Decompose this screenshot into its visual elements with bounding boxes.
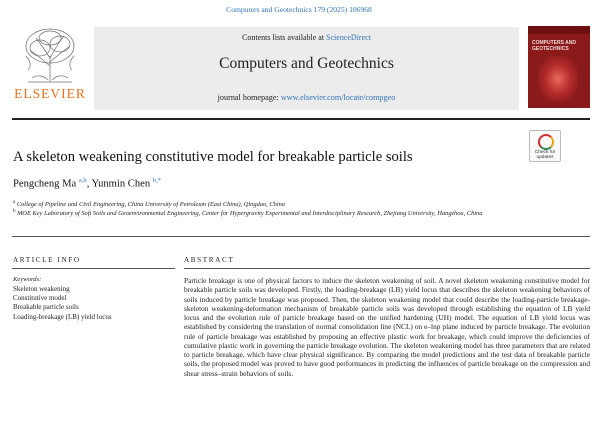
keyword-item: Constitutive model (13, 294, 67, 303)
affiliation-mark: b (13, 209, 16, 214)
check-updates-line1: Check for (534, 150, 556, 155)
keyword-item: Skeleton weakening (13, 285, 70, 293)
cover-image (538, 56, 578, 102)
keyword-item: Breakable particle soils (13, 303, 79, 312)
section-divider (12, 236, 590, 237)
cover-title: COMPUTERS AND GEOTECHNICS (532, 40, 576, 52)
journal-header (94, 27, 519, 110)
contents-line (94, 33, 519, 42)
check-for-updates-badge[interactable] (529, 130, 561, 162)
keywords-list (13, 285, 112, 322)
sciencedirect-link[interactable]: ScienceDirect (326, 33, 371, 42)
article-info-heading: ARTICLE INFO (13, 256, 81, 264)
abstract-text: Particle breakage is one of physical factors to induce the skeleton weakening of soil. A novel skeleton weakening constitutive model for breakable particle soils was developed. Firstly, the loading-breakage (LB) yield locus that describes the skeleton weakening behaviors of soils induced by particle breakage was proposed. Then, the skeleton weakening model that could describe the loading-particle breakage-skeleton weakening-deformation mechanism of breakable particle soils was developed through establishing the equation of LB yield locus and the evolution rule of particle breakage based on the unified hardening (UH) model. The equation of LB yield locus was established by considering the translation of normal consolidation line (NCL) on e–lnp plane induced by particle breakage. The evolution rule of particle breakage was established by proposing an effective plastic work for breakage, which could improve the deficiencies of cumulative plastic work in governing the particle breakage evolution. The skeleton weakening model has three parameters that are related to particle breakage, which have clear physical significance. By comparing the model predictions and the test data of breakable particle soils, the proposed model was proved to have good performances in predicting the influences of particle breakage on the compression and shear stress–strain behaviors of soils. (184, 276, 590, 378)
header-divider (12, 118, 590, 120)
affiliation-text: MOE Key Laboratory of Soft Soils and Geoenvironmental Engineering, Center for Hypergravity Experimental and Interdisciplinary Research, Zhejiang University, Hangzhou, China (17, 210, 483, 218)
article-title: A skeleton weakening constitutive model for breakable particle soils (13, 149, 413, 165)
check-updates-icon (538, 134, 554, 150)
cover-stripe (528, 26, 590, 34)
elsevier-wordmark: ELSEVIER (14, 86, 86, 101)
author-affiliation-mark[interactable]: b,* (152, 177, 161, 184)
affiliation-text: College of Pipeline and Civil Engineering, China University of Petroleum (East China), Qingdao, China (16, 201, 285, 209)
journal-cover-thumbnail[interactable] (528, 26, 590, 108)
affiliation-b (13, 208, 513, 219)
check-updates-label (530, 150, 560, 160)
article-info-rule (12, 268, 175, 269)
check-updates-line2: updates (536, 155, 554, 160)
journal-title[interactable]: Computers and Geotechnics (219, 55, 394, 72)
elsevier-tree-icon (18, 26, 82, 84)
author-list (13, 177, 161, 190)
author-separator: , (86, 178, 92, 190)
abstract-rule (184, 268, 590, 269)
journal-citation[interactable] (0, 5, 598, 14)
citation-link[interactable]: Computers and Geotechnics 179 (2025) 106968 (226, 5, 372, 14)
elsevier-logo[interactable] (12, 26, 88, 106)
keywords-label: Keywords: (13, 276, 42, 283)
author-name[interactable]: Pengcheng Ma (13, 178, 77, 190)
abstract-heading: ABSTRACT (184, 256, 235, 264)
author-name[interactable]: Yunmin Chen (91, 178, 151, 190)
keyword-item: Loading-breakage (LB) yield locus (13, 312, 112, 321)
contents-prefix: Contents lists available at (242, 33, 327, 42)
author-affiliation-mark[interactable]: a,b (78, 177, 87, 184)
homepage-prefix: journal homepage: (217, 93, 281, 102)
journal-homepage (94, 93, 519, 102)
homepage-link[interactable]: www.elsevier.com/locate/compgeo (280, 93, 396, 102)
affiliation-mark: a (13, 200, 16, 205)
